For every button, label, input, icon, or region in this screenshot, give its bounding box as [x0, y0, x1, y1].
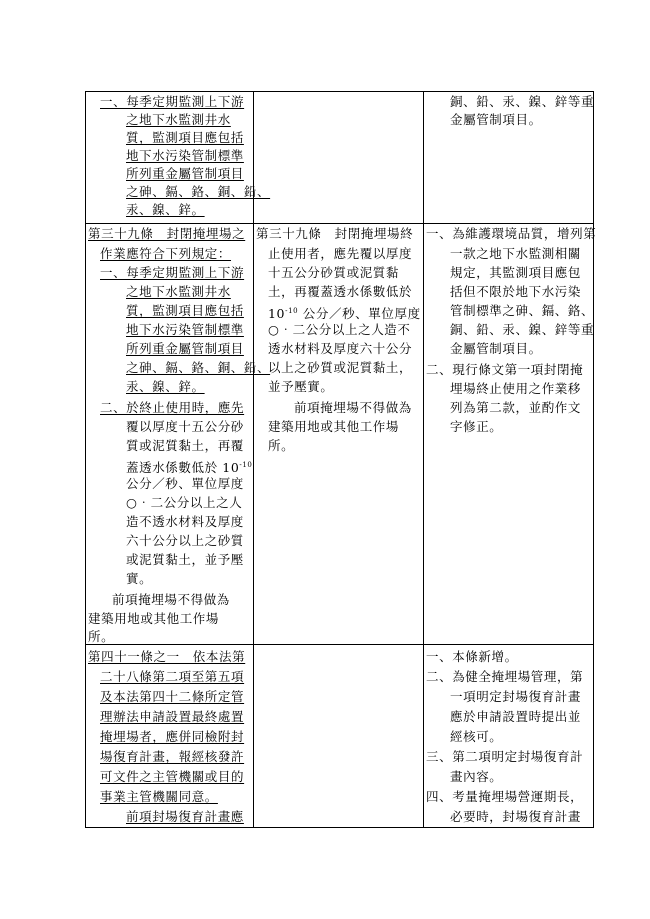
- current-text-cell: [254, 92, 424, 224]
- text-line: 管制標準之砷、鎘、鉻、: [450, 303, 595, 318]
- text-line: 汞、鎳、鋅。: [126, 202, 205, 217]
- current-text-cell: [254, 224, 424, 645]
- text-line: 公分／秒、單位厚度: [126, 476, 244, 491]
- text-line: 可文件之主管機關或目的: [100, 769, 245, 784]
- exponent: -10: [239, 461, 253, 469]
- text-line: 一、本條新增。: [426, 649, 518, 664]
- text-line: 實。: [126, 571, 153, 586]
- text-line: ○‧二公分以上之人: [126, 495, 243, 510]
- text-line: 埋場終止使用之作業移: [450, 381, 582, 396]
- text-line: 所。: [268, 438, 295, 453]
- text-line: 質或泥質黏土，再覆: [126, 438, 244, 453]
- text-line: 應於申請設置時提出並: [450, 709, 582, 724]
- explanation-cell: [424, 645, 594, 828]
- text-line: 金屬管制項目。: [450, 341, 542, 356]
- explanation-cell: [424, 224, 597, 645]
- text-line: 必要時，封場復育計畫: [450, 809, 582, 824]
- text-line: 以上之砂質或泥質黏土，: [268, 360, 413, 375]
- text-line: 所列重金屬管制項目: [126, 166, 244, 181]
- table-row: [86, 92, 594, 224]
- text-line: 字修正。: [450, 419, 503, 434]
- text-line: 二、為健全掩埋場管理，第: [426, 669, 584, 684]
- text-line: 規定，其監測項目應包: [450, 265, 582, 280]
- text-line: 之砷、鎘、鉻、銅、鉛、: [126, 184, 271, 199]
- text-line: 之地下水監測井水: [126, 112, 231, 127]
- article-heading: 第三十九條 封閉掩埋場終: [256, 226, 414, 241]
- text-line: 掩埋場者，應併同檢附封: [100, 729, 245, 744]
- table-row: [86, 645, 594, 828]
- text-line: 地下水污染管制標準: [126, 148, 244, 163]
- table-row: [86, 224, 594, 645]
- text-line: 二、於終止使用時，應先: [100, 400, 245, 415]
- text-line: 金屬管制項目。: [450, 112, 542, 127]
- text-line: 六十公分以上之砂質: [126, 533, 244, 548]
- text-line: 或泥質黏土，並予壓: [126, 552, 244, 567]
- text-line-part: 蓋透水係數低於 10: [126, 460, 240, 475]
- amended-text-cell: [86, 645, 254, 828]
- text-line: 十五公分砂質或泥質黏: [268, 265, 400, 280]
- text-line: 前項掩埋場不得做為: [112, 592, 230, 607]
- exponent: -10: [285, 307, 299, 315]
- text-line-part: 公分／秒、單位厚度: [302, 306, 421, 321]
- comparison-table: [85, 91, 597, 828]
- text-line: 土，再覆蓋透水係數低於: [268, 284, 413, 299]
- text-line: 四、考量掩埋場營運期長，: [426, 789, 584, 804]
- article-heading: 第三十九條 封閉掩埋場之: [88, 226, 246, 241]
- text-line: 地下水污染管制標準: [126, 322, 244, 337]
- amended-text-cell: [86, 224, 271, 645]
- text-line: 場復育計畫，報經核發許: [100, 749, 245, 764]
- text-line: 一、每季定期監測上下游: [100, 265, 245, 280]
- text-line: 覆以厚度十五公分砂: [126, 419, 244, 434]
- text-line: 所。: [88, 629, 115, 644]
- text-line: [268, 303, 421, 322]
- text-line: 括但不限於地下水污染: [450, 284, 582, 299]
- text-line: 一款之地下水監測相關: [450, 246, 582, 261]
- text-line: 一項明定封場復育計畫: [450, 689, 582, 704]
- text-line: 二十八條第二項至第五項: [100, 669, 245, 684]
- current-text-cell: [254, 645, 424, 828]
- article-heading: 第四十一條之一 依本法第: [88, 649, 246, 664]
- text-line: 造不透水材料及厚度: [126, 514, 244, 529]
- text-line: 一、為維護環境品質，增列第: [426, 226, 597, 241]
- text-line-part: 10: [268, 306, 286, 321]
- text-line: 事業主管機關同意。: [100, 789, 218, 804]
- text-line: 經核可。: [450, 729, 503, 744]
- text-line: 列為第二款，並酌作文: [450, 400, 582, 415]
- text-line: 建築用地或其他工作場: [268, 419, 400, 434]
- text-line: 並予壓實。: [268, 379, 334, 394]
- text-line: 前項封場復育計畫應: [126, 809, 244, 824]
- text-line: 一、每季定期監測上下游: [100, 94, 245, 109]
- text-line: ○‧二公分以上之人造不: [268, 322, 411, 337]
- text-line: [126, 457, 252, 476]
- text-line: 所列重金屬管制項目: [126, 341, 244, 356]
- text-line: 透水材料及厚度六十公分: [268, 341, 413, 356]
- text-line: 質，監測項目應包括: [126, 303, 244, 318]
- amended-text-cell: [86, 92, 271, 224]
- text-line: 前項掩埋場不得做為: [294, 400, 412, 415]
- text-line: 止使用者，應先覆以厚度: [268, 246, 413, 261]
- text-line: 之砷、鎘、鉻、銅、鉛、: [126, 360, 271, 375]
- text-line: 及本法第四十二條所定管: [100, 689, 245, 704]
- text-line: 三、第二項明定封場復育計: [426, 749, 584, 764]
- text-line: 畫內容。: [450, 769, 503, 784]
- text-line: 質，監測項目應包括: [126, 130, 244, 145]
- text-line: 之地下水監測井水: [126, 284, 231, 299]
- text-line: 汞、鎳、鋅。: [126, 379, 205, 394]
- text-line: 銅、鉛、汞、鎳、鋅等重: [450, 94, 595, 109]
- explanation-cell: [424, 92, 594, 224]
- text-line: 理辦法申請設置最終處置: [100, 709, 245, 724]
- text-line: 建築用地或其他工作場: [88, 611, 220, 626]
- text-line: 二、現行條文第一項封閉掩: [426, 362, 584, 377]
- text-line: 作業應符合下列規定：: [100, 246, 232, 261]
- text-line: 銅、鉛、汞、鎳、鋅等重: [450, 322, 595, 337]
